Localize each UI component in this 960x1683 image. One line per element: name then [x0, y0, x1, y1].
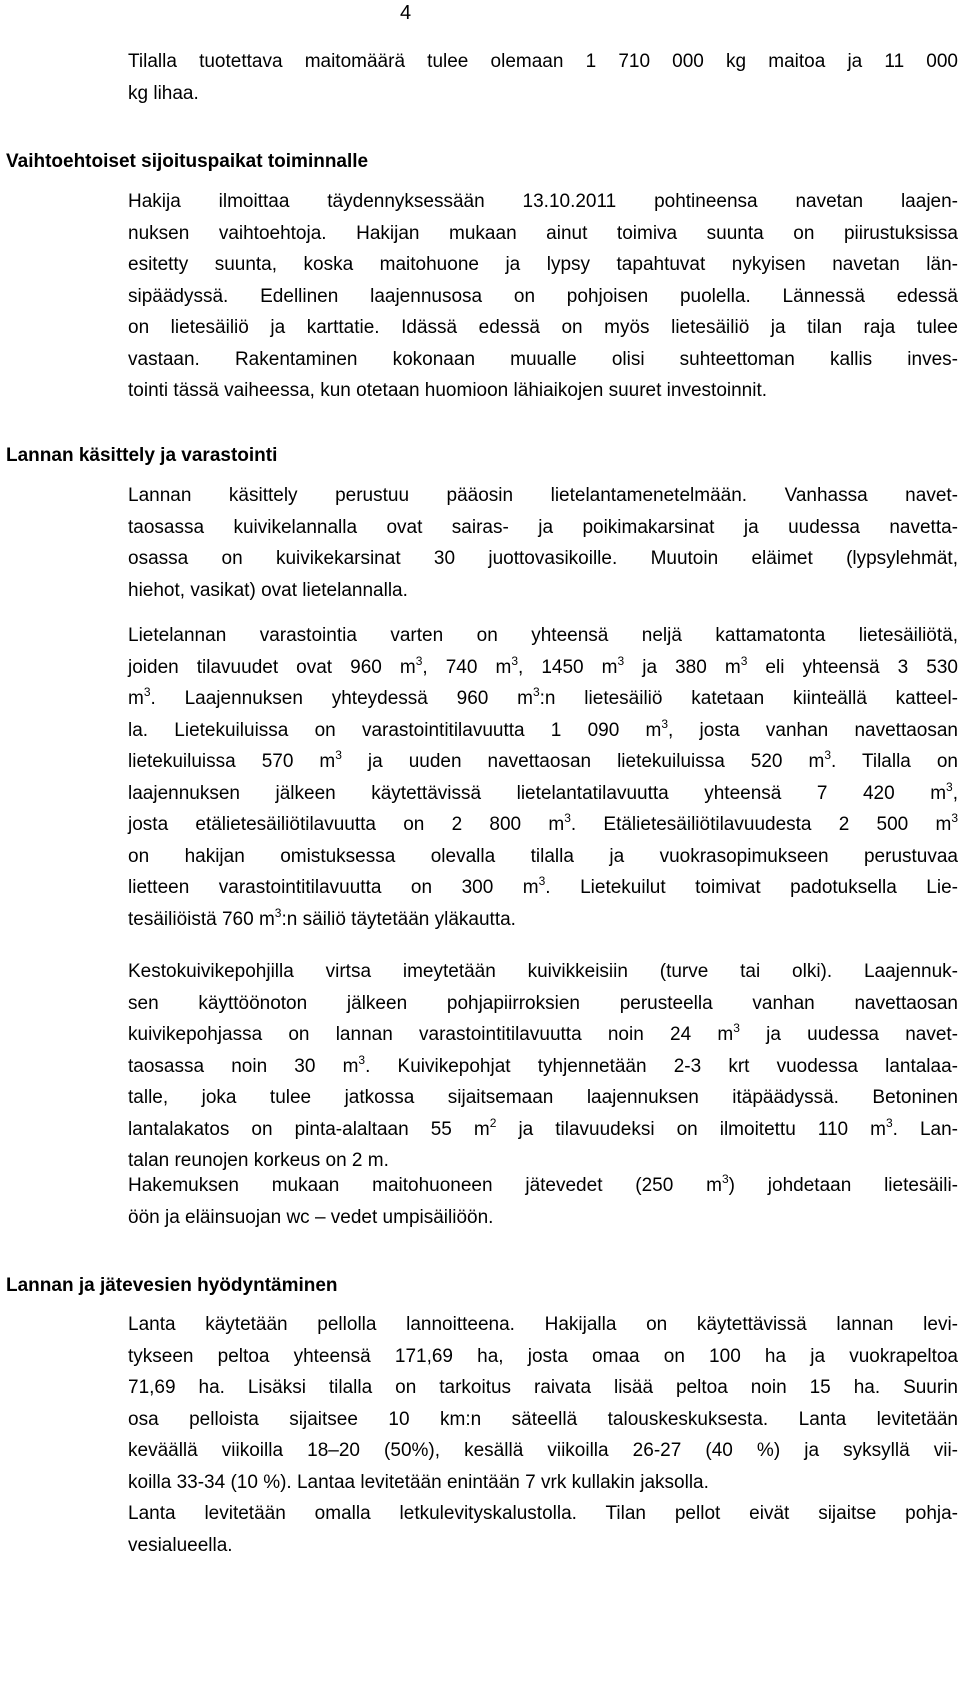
- superscript: 3: [661, 716, 669, 731]
- superscript: 3: [946, 779, 953, 794]
- text-line: joiden tilavuudet ovat 960 $m^3$, 740 $m^3$, 1450 $m^3$ ja 380 $m^3$ eli yhteensä 3 530: [128, 653, 958, 678]
- text-line: la. Lietekuiluissa on varastointitilavuutta 1 090 $m^3$, josta vanhan navettaosan: [128, 716, 958, 741]
- section-heading-alternatives: Vaihtoehtoiset sijoituspaikat toiminnalle: [6, 151, 369, 172]
- superscript: 3: [617, 653, 625, 668]
- text-line: vesialueella.: [128, 1534, 233, 1556]
- text-line: osassa on kuivikekarsinat 30 juottovasikoille. Muutoin eläimet (lypsylehmät,: [128, 548, 958, 569]
- superscript: 3: [721, 1172, 729, 1186]
- superscript: 3: [538, 874, 546, 888]
- text-line: Lannan käsittely perustuu pääosin lietelantamenetelmään. Vanhassa navet-: [128, 485, 958, 506]
- text-line: osa pelloista sijaitsee 10 km:n säteellä talouskeskuksesta. Lanta levitetään: [128, 1408, 958, 1430]
- manure-paragraph-4: [128, 1170, 958, 1233]
- superscript: 3: [532, 685, 540, 699]
- text-line: kuivikepohjassa on lannan varastointitilavuutta noin 24 $m^3$ ja uudessa navet-: [128, 1021, 958, 1045]
- section-heading-manure: Lannan käsittely ja varastointi: [6, 445, 278, 466]
- manure-paragraph-3: [128, 956, 958, 1177]
- text-line: kg lihaa.: [128, 82, 199, 104]
- text-line: taosassa noin 30 $m^3$. Kuivikepohjat tyhjennetään 2-3 krt vuodessa lantalaa-: [128, 1052, 958, 1077]
- text-line: tykseen peltoa yhteensä 171,69 ha, josta omaa on 100 ha ja vuokrapeltoa: [128, 1345, 958, 1367]
- manure-paragraph-2: [128, 620, 958, 935]
- alternatives-paragraph: [128, 186, 958, 407]
- text-line: Hakija ilmoittaa täydennyksessään 13.10.2011 pohtineensa navetan laajen-: [128, 191, 958, 212]
- text-line: $m^3$. Laajennuksen yhteydessä 960 $m^3:n$ lietesäiliö katetaan kiinteällä katteel-: [128, 685, 958, 709]
- superscript: 3: [511, 653, 519, 668]
- text-line: hiehot, vasikat) ovat lietelannalla.: [128, 579, 408, 601]
- intro-paragraph: [128, 46, 958, 109]
- text-line: lietteen varastointitilavuutta on 300 $m^3$. Lietekuilut toimivat padotuksella Lie-: [128, 874, 958, 898]
- text-line: Tilalla tuotettava maitomäärä tulee olemaan 1 710 000 kg maitoa ja 11 000: [128, 51, 958, 72]
- page-number: 4: [400, 2, 412, 24]
- text-line: josta etälietesäiliötilavuutta on 2 800 $m^3$. Etälietesäiliötilavuudesta 2 500 $m^3$: [128, 811, 959, 835]
- superscript: 3: [564, 811, 571, 825]
- utilization-paragraph: [128, 1309, 958, 1561]
- superscript: 3: [335, 748, 342, 762]
- text-line: tointi tässä vaiheessa, kun otetaan huomioon lähiaikojen suuret investoinnit.: [128, 380, 768, 401]
- superscript: 3: [358, 1052, 366, 1067]
- text-line: on lietesäiliö ja karttatie. Idässä edessä on myös lietesäiliö ja tilan raja tulee: [128, 317, 958, 338]
- superscript: 3: [951, 811, 959, 825]
- superscript: 3: [415, 653, 423, 668]
- text-line: laajennuksen jälkeen käytettävissä lietelantatilavuutta yhteensä 7 420 $m^3$,: [128, 779, 958, 804]
- superscript: 3: [274, 905, 282, 920]
- text-line: taosassa kuivikelannalla ovat sairas- ja poikimakarsinat ja uudessa navetta-: [128, 516, 958, 538]
- text-line: sipäädyssä. Edellinen laajennusosa on pohjoisen puolella. Lännessä edessä: [128, 285, 958, 307]
- text-line: esitetty suunta, koska maitohuone ja lypsy tapahtuvat nykyisen navetan län-: [128, 254, 958, 275]
- text-line: Hakemuksen mukaan maitohuoneen jätevedet (250 $m^3$) johdetaan lietesäili-: [128, 1172, 958, 1196]
- text-line: koilla 33-34 (10 %). Lantaa levitetään enintään 7 vrk kullakin jaksolla.: [128, 1471, 709, 1493]
- text-line: Kestokuivikepohjilla virtsa imeytetään kuivikkeisiin (turve tai olki). Laajennuk-: [128, 961, 958, 982]
- text-line: tesäiliöistä 760 $m^3:n$ säiliö täytetään yläkautta.: [128, 905, 516, 930]
- text-line: Lietelannan varastointia varten on yhteensä neljä kattamatonta lietesäiliötä,: [128, 625, 958, 646]
- text-line: lantalakatos on pinta-alaltaan 55 $m^2$ ja tilavuudeksi on ilmoitettu 110 $m^3$. Lan-: [128, 1115, 958, 1140]
- text-line: on hakijan omistuksessa olevalla tilalla ja vuokrasopimukseen perustuvaa: [128, 845, 958, 867]
- superscript: 3: [740, 653, 748, 668]
- text-line: 71,69 ha. Lisäksi tilalla on tarkoitus raivata lisää peltoa noin 15 ha. Suurin: [128, 1377, 958, 1398]
- text-line: talle, joka tulee jatkossa sijaitsemaan laajennuksen itäpäädyssä. Betoninen: [128, 1087, 958, 1108]
- superscript: 3: [824, 748, 832, 762]
- text-line: nuksen vaihtoehtoja. Hakijan mukaan ainut toimiva suunta on piirustuksissa: [128, 222, 958, 244]
- text-line: keväällä viikoilla 18–20 (50%), kesällä viikoilla 26-27 (40 %) ja syksyllä vii-: [128, 1440, 958, 1461]
- superscript: 3: [885, 1115, 893, 1130]
- superscript: 2: [489, 1115, 497, 1130]
- text-line: sen käyttöönoton jälkeen pohjapiirroksien perusteella vanhan navettaosan: [128, 992, 958, 1014]
- text-line: talan reunojen korkeus on 2 m.: [128, 1150, 389, 1171]
- text-line: öön ja eläinsuojan wc – vedet umpisäiliöön.: [128, 1206, 494, 1228]
- superscript: 3: [143, 685, 151, 699]
- superscript: 3: [733, 1021, 740, 1035]
- text-line: Lanta levitetään omalla letkulevityskalustolla. Tilan pellot eivät sijaitse pohja-: [128, 1503, 958, 1524]
- text-line: lietekuiluissa 570 $m^3$ ja uuden navettaosan lietekuiluissa 520 $m^3$. Tilalla on: [128, 748, 958, 772]
- section-heading-utilization: Lannan ja jätevesien hyödyntäminen: [6, 1275, 338, 1296]
- text-line: Lanta käytetään pellolla lannoitteena. Hakijalla on käytettävissä lannan levi-: [128, 1314, 958, 1335]
- text-line: vastaan. Rakentaminen kokonaan muualle olisi suhteettoman kallis inves-: [128, 348, 958, 370]
- manure-paragraph-1: [128, 480, 958, 606]
